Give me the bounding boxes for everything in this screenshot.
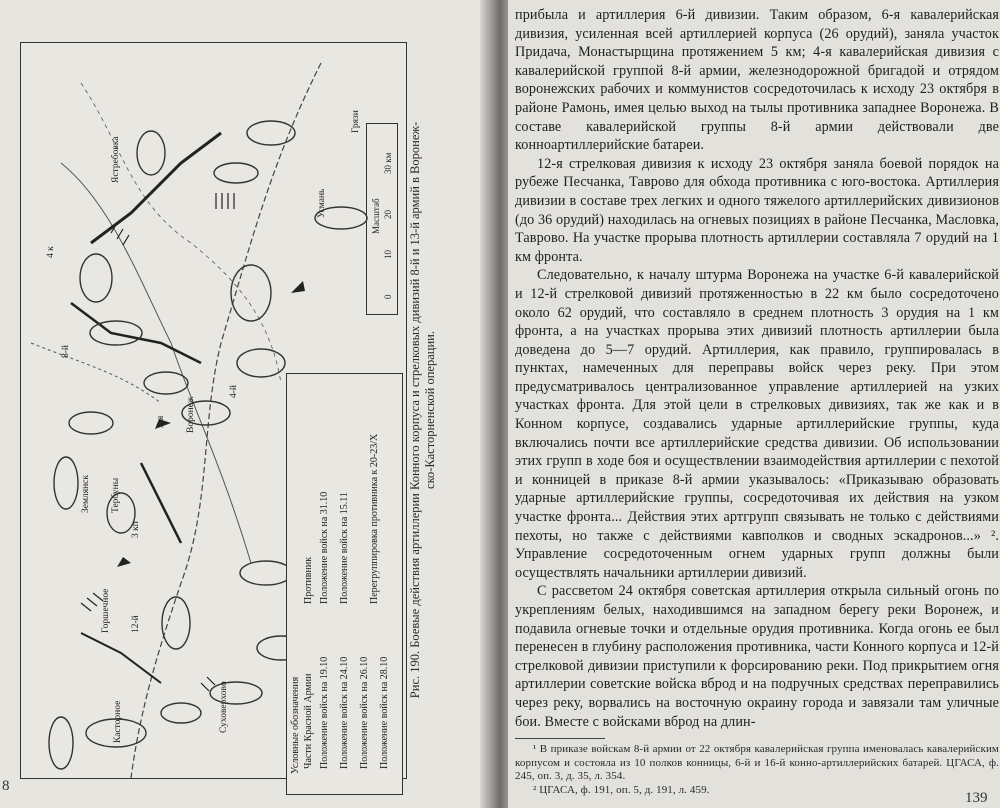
legend-item-26-10: Положение войск на 26.10 — [359, 656, 370, 769]
map-label-usman: Усмань — [317, 188, 327, 218]
map-scale — [366, 123, 398, 315]
legend-item-24-10: Положение войск на 24.10 — [339, 656, 350, 769]
map-label-8th: 8-й — [61, 345, 71, 358]
legend-item-28-10: Положение войск на 28.10 — [379, 656, 390, 769]
map-label-kastornoe: Касторное — [113, 700, 123, 743]
legend-item-19-10: Положение войск на 19.10 — [319, 656, 330, 769]
right-page-number: 139 — [965, 790, 988, 806]
battle-map — [20, 42, 407, 779]
caption-line-1: Рис. 190. Боевые действия артиллерии Конного корпуса и стрелковых дивизий 8-й и 13-й армий в Воронеж- — [408, 121, 422, 699]
legend-item-15-11: Положение войск на 15.11 — [339, 492, 350, 604]
legend-item-regroup: Перегруппировка противника к 20-23/X — [369, 433, 380, 604]
caption-line-2: ско-Касторненской операции. — [423, 331, 437, 489]
map-label-gorshechnoe: Горшечное — [101, 588, 111, 633]
scale-label: Масштаб — [371, 198, 381, 234]
paragraph-1: прибыла и артиллерия 6-й дивизии. Таким образом, 6-я кавалерийская дивизия, усиленная всей артиллерией корпуса (26 орудий), заняла участок Придача, Монастырщина протяжением 5 км; 4-я кавалерийская дивизия с кавалерийской группой 8-й армии, железнодорожной бригадой и отрядом воронежских рабочих и коммунистов сосредоточилась к исходу 23 октября в районе Рамонь, имея целью выход на тылы противника западнее Воронежа. В составе кавалерийской группы 8-й армии действовали две конноартиллерийские батареи. — [515, 7, 999, 154]
scale-mark-20: 20 — [383, 210, 393, 219]
map-legend — [286, 373, 403, 795]
map-label-4th: 4-й — [229, 385, 239, 398]
map-label-3rd: 3-я — [156, 415, 166, 428]
map-label-4k: 4 к — [46, 246, 56, 258]
map-label-gryazi: Грязи — [351, 110, 361, 133]
legend-item-red-army: Части Красной Армии — [303, 673, 314, 769]
paragraph-3: Следовательно, к началу штурма Воронежа на участке 6-й кавалерийской и 12-й стрелковой дивизий протяженностью в 22 км было сосредоточено около 62 орудий, что составляло в среднем плотность 3 орудия на 1 км фронта, а на участках прорыва этих дивизий плотность артиллерии была доведена до 5—7 орудий. Артиллерия, как правило, группировалась в пунктах, намеченных для переправы войск через реку. При этом предусматривалось централизованное управление артиллерией на узких участках фронта. Для этой цели в стрелковых дивизиях, так же как и в Конном корпусе, создавались ударные артиллерийские группы, куда включались почти все артиллерийские средства дивизии. Об использовании этих групп в ходе боя и осуществлении взаимодействия артиллерии с пехотой и конницей в приказе 8-й армии указывалось: «Приказываю образовать ударные артиллерийские группы, сосредоточивая их действия на узком участке фронта... Действия этих артгрупп связывать не только с действиями пехоты, но также с действиями кавполков и сводных эскадронов...» ². Управление сосредоточенным огнем ударных групп должны были осуществлять начальники артиллерии дивизий. — [515, 267, 999, 581]
footnote-1: ¹ В приказе войскам 8-й армии от 22 октября кавалерийская группа именовалась кавалерийским корпусом и состояла из 10 полков конницы, 6-й и 16-й конно-артиллерийских батарей. ЦГАСА, ф. 245, оп. 3, д. 35, л. 354. — [515, 743, 999, 783]
legend-item-enemy: Противник — [303, 556, 314, 604]
left-page — [0, 0, 488, 808]
map-label-3kp: 3 кп — [131, 521, 141, 538]
map-label-sukhoverkhovo: Суховерхово — [219, 681, 229, 733]
map-label-zemlyansk: Землянск — [81, 474, 91, 513]
footnote-2: ² ЦГАСА, ф. 191, оп. 5, д. 191, л. 459. — [533, 783, 710, 796]
paragraph-2: 12-я стрелковая дивизия к исходу 23 октября заняла боевой порядок на рубеже Песчанка, Таврово для обхода противника с юго-востока. Артиллерия дивизии в составе трех легких и одного тяжелого артиллерийских дивизионов (до 36 орудий) находилась на огневых позициях в районе Песчанка, Масловка, Таврово. На участке прорыва плотность артиллерии составляла 7 орудий на 1 км фронта. — [515, 155, 999, 265]
footnote-divider — [515, 738, 605, 739]
scale-mark-30: 30 км — [383, 152, 393, 174]
scale-mark-0: 0 — [383, 294, 393, 299]
map-label-voronezh: Воронеж — [186, 396, 196, 433]
body-text — [515, 6, 999, 797]
figure-caption — [408, 40, 438, 780]
map-label-yastrebovka: Ястребовка — [111, 136, 121, 183]
map-label-terbuny: Тербуны — [111, 477, 121, 513]
paragraph-4: С рассветом 24 октября советская артиллерия открыла сильный огонь по укреплениям белых, находившимся на западном берегу реки Воронеж, и подавила огневые точки и отдельные орудия противника. Когда огонь ее был перенесен в глубину расположения противника, части Конного корпуса и 12-й стрелковой дивизии приступили к форсированию реки. Под прикрытием огня артиллерии советские войска вброд и на подручных средствах переправились через реку, ворвались на восточную окраину города и завязали там уличные бои. Вместе с войсками вброд на длин- — [515, 583, 999, 730]
footnotes — [515, 743, 999, 797]
legend-item-31-10: Положение войск на 31.10 — [319, 491, 330, 604]
legend-title: Условные обозначения — [290, 676, 301, 774]
map-label-12th: 12-й — [131, 615, 141, 633]
scale-mark-10: 10 — [383, 250, 393, 259]
left-page-number: 8 — [2, 778, 10, 794]
